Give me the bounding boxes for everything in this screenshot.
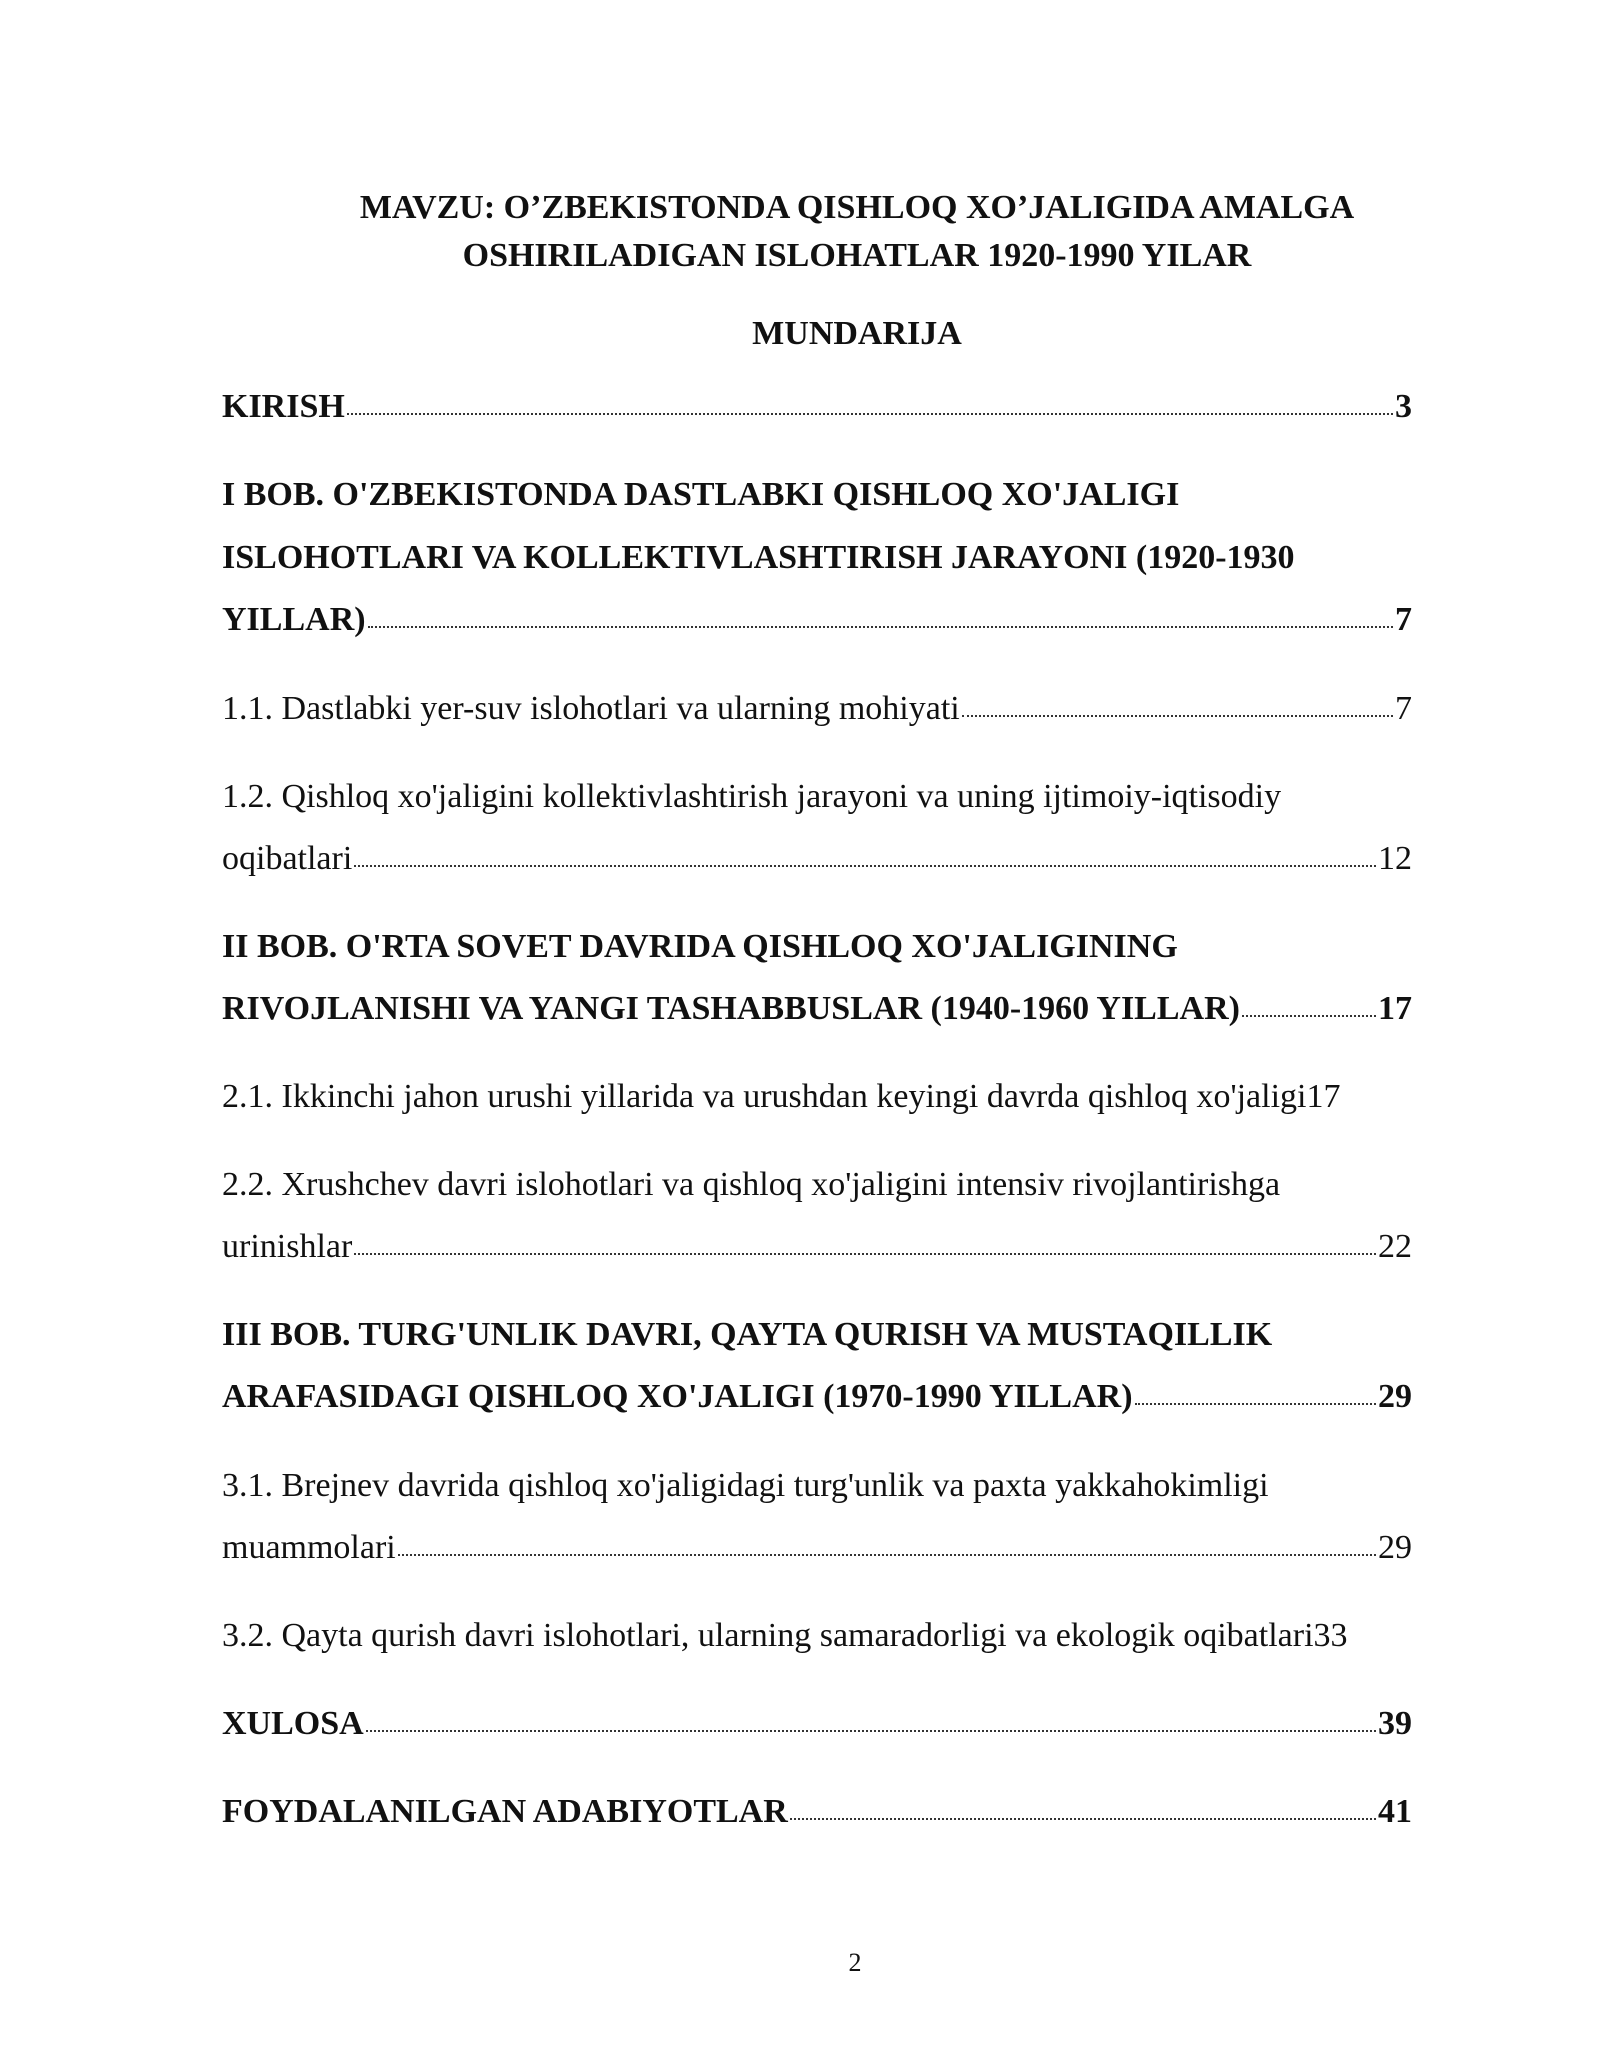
dot-leader (368, 626, 1393, 628)
title-line-2: OSHIRILADIGAN ISLOHATLAR 1920-1990 YILAR (462, 237, 1252, 274)
toc-page-number: 12 (1378, 840, 1412, 877)
toc-entry-chapter-3-line-1[interactable]: III BOB. TURG'UNLIK DAVRI, QAYTA QURISH VA MUSTAQILLIK (222, 1316, 1273, 1353)
toc-entry-chapter-2-line-1[interactable]: II BOB. O'RTA SOVET DAVRIDA QISHLOQ XO'JALIGINING (222, 928, 1178, 965)
toc-page-number: 3 (1395, 388, 1412, 425)
toc-entry-1-1[interactable] (222, 689, 1412, 729)
dot-leader (366, 1730, 1376, 1732)
toc-entry-chapter-1[interactable] (222, 600, 1412, 640)
title-line-1: MAVZU: O’ZBEKISTONDA QISHLOQ XO’JALIGIDA AMALGA (359, 189, 1355, 226)
dot-leader (790, 1818, 1376, 1820)
toc-entry-kirish[interactable] (222, 387, 1412, 427)
toc-page-number: 17 (1306, 1078, 1341, 1115)
toc-entry-text: 3.2. Qayta qurish davri islohotlari, ularning samaradorligi va ekologik oqibatlari (222, 1617, 1314, 1654)
toc-entry-chapter-1-line-1[interactable]: I BOB. O'ZBEKISTONDA DASTLABKI QISHLOQ XO'JALIGI (222, 476, 1180, 513)
dot-leader (1135, 1403, 1376, 1405)
toc-entry-text: YILLAR) (222, 601, 366, 638)
page-number: 2 (848, 1948, 862, 1977)
dot-leader (354, 865, 1376, 867)
toc-entry-3-2[interactable] (222, 1616, 1482, 1656)
toc-entry-3-1-line-1[interactable]: 3.1. Brejnev davrida qishloq xo'jaligidagi turg'unlik va paxta yakkahokimligi (222, 1467, 1269, 1504)
toc-entry-text: FOYDALANILGAN ADABIYOTLAR (222, 1793, 788, 1830)
toc-entry-2-2-line-1[interactable]: 2.2. Xrushchev davri islohotlari va qishloq xo'jaligini intensiv rivojlantirishga (222, 1166, 1281, 1203)
dot-leader (1242, 1015, 1376, 1017)
toc-entry-chapter-3[interactable] (222, 1377, 1412, 1417)
toc-entry-2-1[interactable] (222, 1077, 1472, 1117)
toc-page-number: 41 (1378, 1793, 1412, 1830)
toc-entry-text: ARAFASIDAGI QISHLOQ XO'JALIGI (1970-1990 YILLAR) (222, 1378, 1133, 1415)
toc-page-number: 7 (1395, 601, 1412, 638)
dot-leader (354, 1253, 1376, 1255)
toc-entry-text: muammolari (222, 1529, 396, 1566)
toc-entry-3-1[interactable] (222, 1528, 1412, 1568)
toc-entry-text: 2.1. Ikkinchi jahon urushi yillarida va urushdan keyingi davrda qishloq xo'jaligi (222, 1078, 1307, 1115)
toc-page-number: 33 (1313, 1617, 1348, 1654)
toc-entry-xulosa[interactable] (222, 1704, 1412, 1744)
toc-entry-text: oqibatlari (222, 840, 353, 877)
toc-entry-text: RIVOJLANISHI VA YANGI TASHABBUSLAR (1940-1960 YILLAR) (222, 990, 1240, 1027)
toc-page-number: 22 (1378, 1228, 1412, 1265)
toc-entry-chapter-1-line-2[interactable]: ISLOHOTLARI VA KOLLEKTIVLASHTIRISH JARAYONI (1920-1930 (222, 539, 1295, 576)
toc-entry-text: 1.1. Dastlabki yer-suv islohotlari va ularning mohiyati (222, 690, 960, 727)
toc-entry-1-2-line-1[interactable]: 1.2. Qishloq xo'jaligini kollektivlashtirish jarayoni va uning ijtimoiy-iqtisodiy (222, 778, 1282, 815)
toc-page-number: 29 (1378, 1378, 1412, 1415)
toc-entry-2-2[interactable] (222, 1227, 1412, 1267)
toc-heading: MUNDARIJA (752, 315, 962, 352)
toc-page-number: 29 (1378, 1529, 1412, 1566)
toc-entry-chapter-2[interactable] (222, 989, 1412, 1029)
toc-page-number: 7 (1395, 690, 1412, 727)
toc-entry-1-2[interactable] (222, 839, 1412, 879)
dot-leader (962, 715, 1393, 717)
toc-page-number: 17 (1378, 990, 1412, 1027)
toc-page-number: 39 (1378, 1705, 1412, 1742)
toc-entry-text: urinishlar (222, 1228, 353, 1265)
dot-leader (398, 1554, 1376, 1556)
toc-entry-text: KIRISH (222, 388, 345, 425)
dot-leader (347, 413, 1393, 415)
toc-entry-bibliography[interactable] (222, 1792, 1412, 1832)
toc-entry-text: XULOSA (222, 1705, 364, 1742)
